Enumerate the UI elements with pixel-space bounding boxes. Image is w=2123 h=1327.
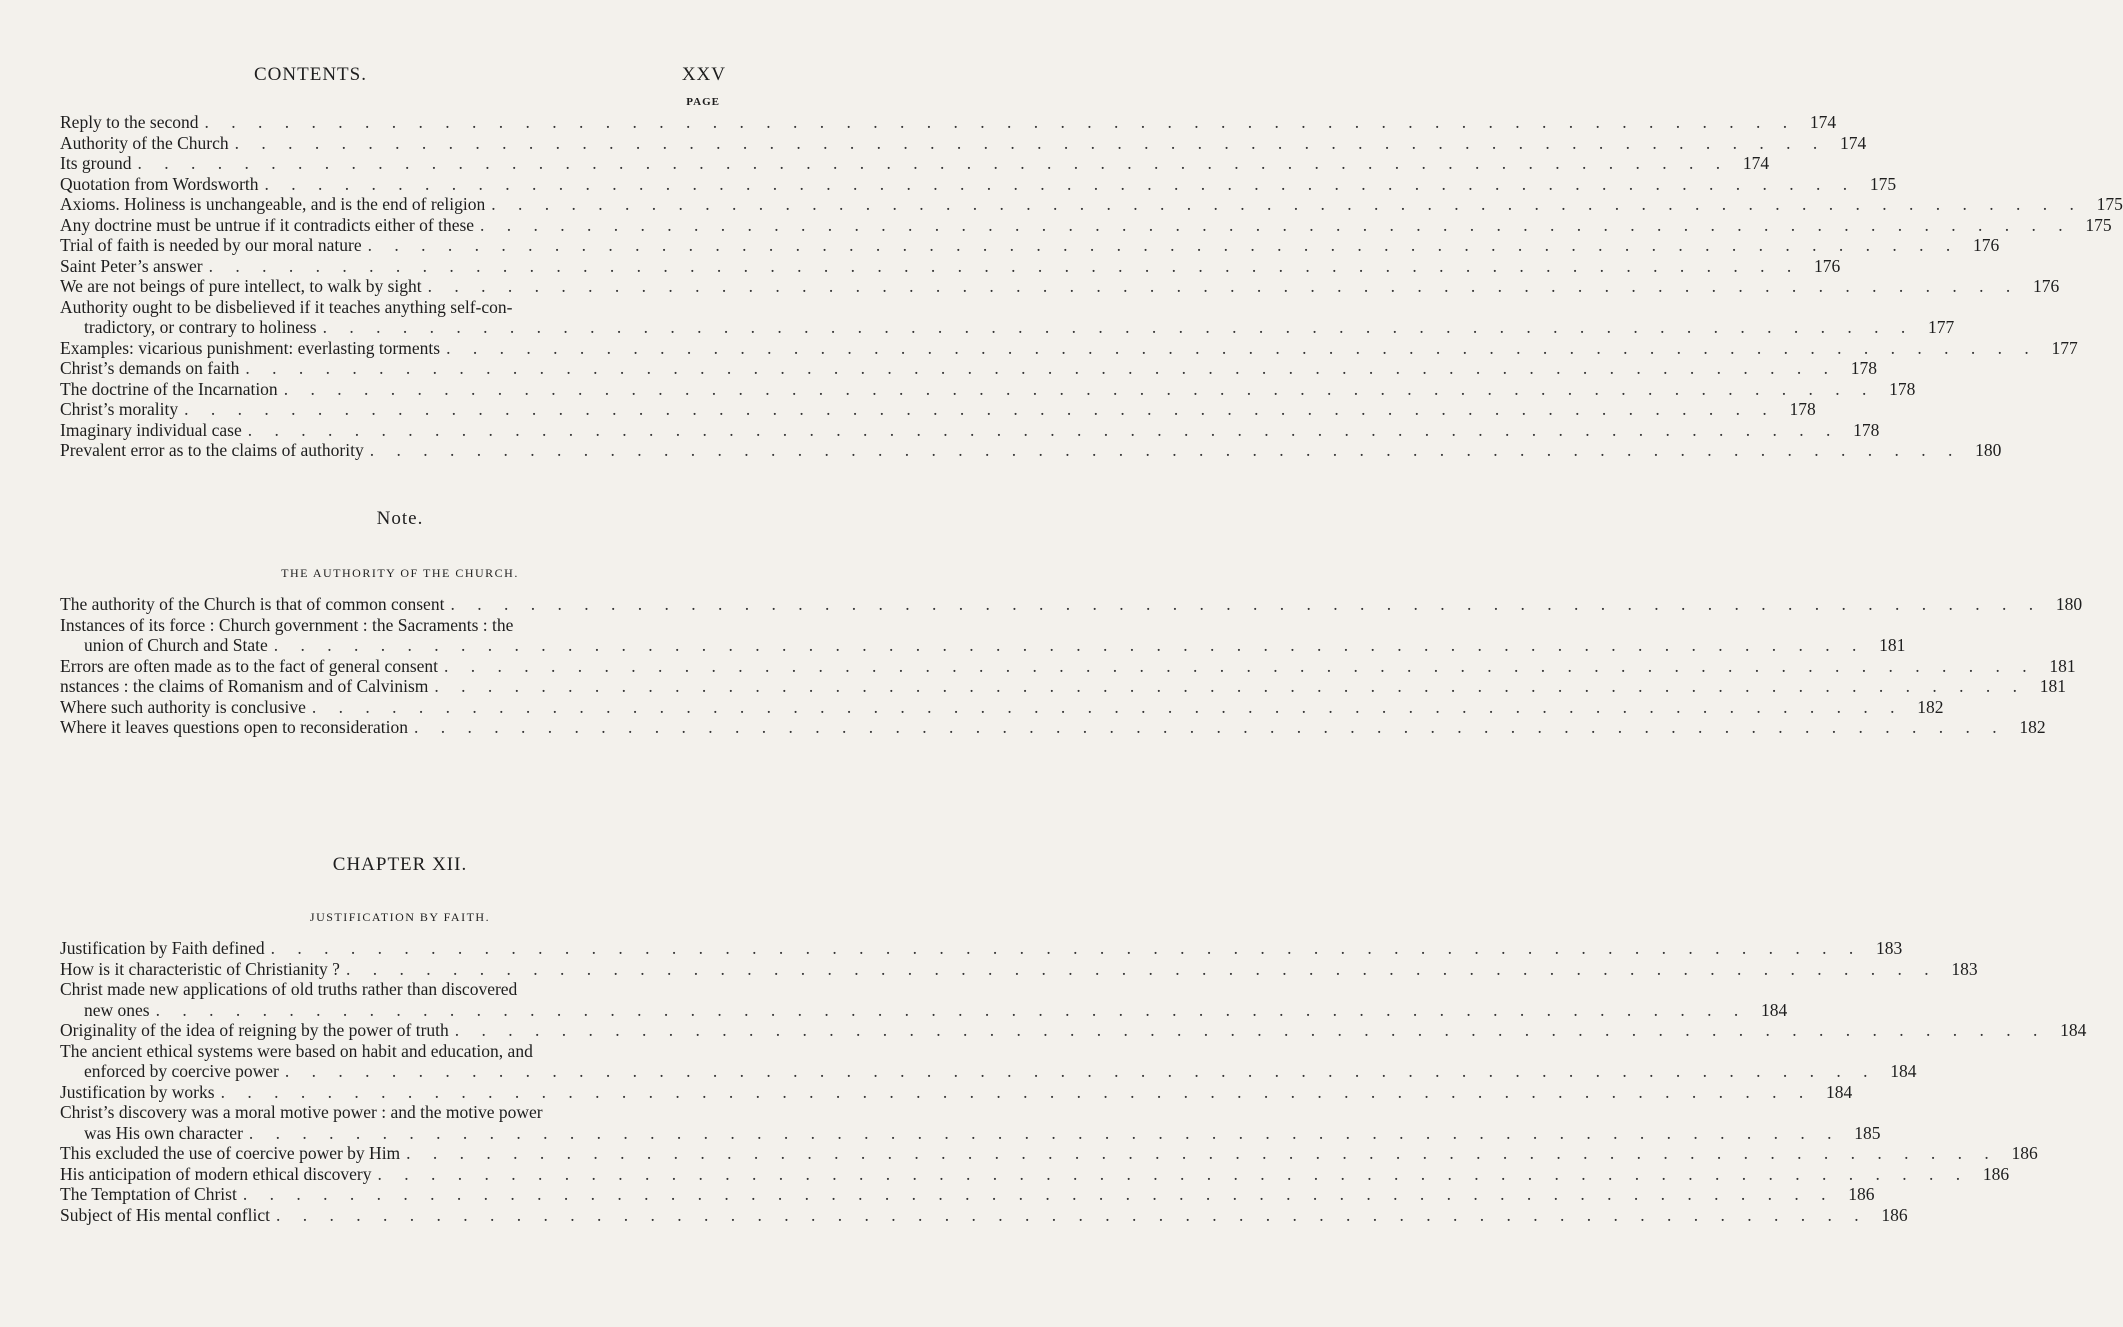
toc-entry bbox=[60, 419, 1880, 441]
dot-leader: . . . . . . . . . . . . . . . . . . . . . . . . . . . . . . . . . . . . . . . . . . . . . . . . . . . . . . . . . . . . bbox=[427, 276, 2020, 296]
toc-entry bbox=[60, 655, 2076, 677]
toc-entry-page: 178 bbox=[1889, 378, 1916, 399]
toc-entry-text: was His own character bbox=[84, 1122, 243, 1143]
toc-entry-text: union of Church and State bbox=[84, 635, 268, 655]
toc-entry bbox=[60, 132, 1867, 154]
page-column-label: PAGE bbox=[686, 96, 720, 108]
toc-entry-text: His anticipation of modern ethical discovery bbox=[60, 1163, 372, 1184]
toc-entry-text: Reply to the second bbox=[60, 112, 199, 132]
chapter-subtitle: JUSTIFICATION BY FAITH. bbox=[309, 910, 491, 924]
toc-entry-page: 184 bbox=[1825, 1081, 1853, 1102]
toc-entry bbox=[60, 717, 2046, 738]
toc-entry-text: nstances : the claims of Romanism and of Calvinism bbox=[60, 676, 429, 696]
toc-entry-text-line1: Christ’s discovery was a moral motive power : and the motive power bbox=[60, 1102, 543, 1122]
running-head-page-number: XXV bbox=[681, 64, 726, 85]
toc-entry bbox=[60, 399, 1816, 420]
toc-entry-page: 183 bbox=[1876, 938, 1903, 958]
toc-entry-text: The Temptation of Christ bbox=[60, 1184, 237, 1204]
toc-section-1 bbox=[60, 112, 2123, 461]
toc-entry bbox=[60, 1204, 1908, 1226]
toc-entry-page: 184 bbox=[1760, 999, 1788, 1020]
dot-leader: . . . . . . . . . . . . . . . . . . . . . . . . . . . . . . . . . . . . . . . . . . . . . . . . . . . . . . . . . . . . bbox=[283, 378, 1876, 399]
toc-entry-page: 174 bbox=[1840, 132, 1867, 153]
toc-entry-page: 178 bbox=[1853, 419, 1880, 440]
toc-entry bbox=[60, 378, 1916, 400]
dot-leader: . . . . . . . . . . . . . . . . . . . . . . . . . . . . . . . . . . . . . . . . . . . . . . . . . . . . . . . . . . . . bbox=[234, 132, 1827, 153]
dot-leader: . . . . . . . . . . . . . . . . . . . . . . . . . . . . . . . . . . . . . . . . . . . . . . . . . . . . . . . . . . . . bbox=[245, 358, 1837, 378]
toc-entry-page: 186 bbox=[1848, 1184, 1875, 1204]
toc-entry-text: Its ground bbox=[60, 153, 132, 173]
toc-entry-text: Any doctrine must be untrue if it contradicts either of these bbox=[60, 214, 475, 235]
dot-leader: . . . . . . . . . . . . . . . . . . . . . . . . . . . . . . . . . . . . . . . . . . . . . . . . . . . . . . . . . . . . bbox=[377, 1163, 1970, 1184]
toc-entry bbox=[60, 1081, 1853, 1103]
toc-entry bbox=[60, 194, 2123, 215]
toc-entry-page: 183 bbox=[1951, 958, 1978, 979]
toc-entry bbox=[60, 696, 1944, 718]
toc-entry-page: 175 bbox=[2085, 214, 2112, 235]
toc-entry-page: 185 bbox=[1854, 1122, 1881, 1143]
dot-leader: . . . . . . . . . . . . . . . . . . . . . . . . . . . . . . . . . . . . . . . . . . . . . . . . . . . . . . . . . . . . bbox=[322, 317, 1915, 337]
toc-entry-page: 186 bbox=[1982, 1163, 2010, 1184]
dot-leader: . . . . . . . . . . . . . . . . . . . . . . . . . . . . . . . . . . . . . . . . . . . . . . . . . . . . . . . . . . . . bbox=[275, 1204, 1868, 1225]
toc-entry bbox=[60, 938, 1903, 959]
dot-leader: . . . . . . . . . . . . . . . . . . . . . . . . . . . . . . . . . . . . . . . . . . . . . . . . . . . . . . . . . . . . bbox=[367, 235, 1960, 255]
dot-leader: . . . . . . . . . . . . . . . . . . . . . . . . . . . . . . . . . . . . . . . . . . . . . . . . . . . . . . . . . . . . bbox=[264, 173, 1857, 194]
toc-entry-text: Where it leaves questions open to reconsideration bbox=[60, 717, 408, 737]
dot-leader: . . . . . . . . . . . . . . . . . . . . . . . . . . . . . . . . . . . . . . . . . . . . . . . . . . . . . . . . . . . . bbox=[406, 1143, 1998, 1163]
toc-entry-text: tradictory, or contrary to holiness bbox=[84, 317, 317, 337]
toc-entry bbox=[60, 214, 2112, 236]
toc-entry bbox=[60, 153, 1770, 174]
running-head bbox=[254, 64, 726, 88]
dot-leader: . . . . . . . . . . . . . . . . . . . . . . . . . . . . . . . . . . . . . . . . . . . . . . . . . . . . . . . . . . . . bbox=[413, 717, 2006, 737]
note-title: Note. bbox=[376, 508, 424, 529]
running-head-title: CONTENTS. bbox=[254, 64, 367, 85]
toc-entry-page: 184 bbox=[1890, 1061, 1917, 1081]
toc-entry-page: 174 bbox=[1742, 153, 1770, 173]
toc-entry-text: Originality of the idea of reigning by the power of truth bbox=[60, 1020, 449, 1040]
toc-entry-text: enforced by coercive power bbox=[84, 1061, 279, 1081]
toc-entry-text-line1: Instances of its force : Church government : the Sacraments : the bbox=[60, 614, 514, 635]
dot-leader: . . . . . . . . . . . . . . . . . . . . . . . . . . . . . . . . . . . . . . . . . . . . . . . . . . . . . . . . . . . . bbox=[270, 938, 1863, 958]
toc-entry-text: Prevalent error as to the claims of authority bbox=[60, 440, 364, 460]
toc-entry-text: Justification by Faith defined bbox=[60, 938, 265, 958]
toc-entry-text: Saint Peter’s answer bbox=[60, 255, 203, 276]
toc-entry bbox=[60, 594, 2083, 615]
chapter-title: CHAPTER XII. bbox=[332, 854, 468, 875]
toc-entry-page: 177 bbox=[1928, 317, 1955, 337]
toc-entry-page: 182 bbox=[2019, 717, 2046, 737]
toc-entry-page: 175 bbox=[2096, 194, 2123, 214]
toc-entry-text: Examples: vicarious punishment: everlasting torments bbox=[60, 337, 441, 358]
dot-leader: . . . . . . . . . . . . . . . . . . . . . . . . . . . . . . . . . . . . . . . . . . . . . . . . . . . . . . . . . . . . bbox=[247, 419, 1840, 440]
toc-entry-page: 181 bbox=[2039, 676, 2067, 696]
toc-entry-page: 176 bbox=[2033, 276, 2060, 296]
toc-entry bbox=[60, 676, 2067, 697]
toc-entry bbox=[60, 958, 1978, 980]
dot-leader: . . . . . . . . . . . . . . . . . . . . . . . . . . . . . . . . . . . . . . . . . . . . . . . . . . . . . . . . . . . . bbox=[345, 958, 1938, 979]
dot-leader: . . . . . . . . . . . . . . . . . . . . . . . . . . . . . . . . . . . . . . . . . . . . . . . . . . . . . . . . . . . . bbox=[284, 1061, 1877, 1081]
toc-entry-text: We are not beings of pure intellect, to walk by sight bbox=[60, 276, 422, 296]
dot-leader: . . . . . . . . . . . . . . . . . . . . . . . . . . . . . . . . . . . . . . . . . . . . . . . . . . . . . . . . . . . . bbox=[491, 194, 2083, 214]
toc-entry-page: 186 bbox=[1881, 1204, 1908, 1225]
toc-entry bbox=[60, 173, 1897, 195]
toc-entry-text: Errors are often made as to the fact of general consent bbox=[60, 655, 439, 676]
toc-entry-page: 184 bbox=[2060, 1020, 2087, 1040]
toc-entry bbox=[60, 614, 1906, 656]
toc-entry bbox=[60, 235, 2000, 256]
toc-chapter-section bbox=[60, 938, 2087, 1225]
toc-entry bbox=[60, 1163, 2010, 1185]
toc-entry-page: 180 bbox=[1975, 440, 2002, 460]
toc-entry-page: 175 bbox=[1869, 173, 1897, 194]
dot-leader: . . . . . . . . . . . . . . . . . . . . . . . . . . . . . . . . . . . . . . . . . . . . . . . . . . . . . . . . . . . . bbox=[242, 1184, 1835, 1204]
toc-entry-text: Justification by works bbox=[60, 1081, 215, 1102]
dot-leader: . . . . . . . . . . . . . . . . . . . . . . . . . . . . . . . . . . . . . . . . . . . . . . . . . . . . . . . . . . . . bbox=[155, 999, 1748, 1020]
dot-leader: . . . . . . . . . . . . . . . . . . . . . . . . . . . . . . . . . . . . . . . . . . . . . . . . . . . . . . . . . . . . bbox=[204, 112, 1797, 132]
toc-entry-text-line1: Authority ought to be disbelieved if it teaches anything self-con- bbox=[60, 296, 513, 317]
dot-leader: . . . . . . . . . . . . . . . . . . . . . . . . . . . . . . . . . . . . . . . . . . . . . . . . . . . . . . . . . . . . bbox=[454, 1020, 2047, 1040]
dot-leader: . . . . . . . . . . . . . . . . . . . . . . . . . . . . . . . . . . . . . . . . . . . . . . . . . . . . . . . . . . . . bbox=[369, 440, 1962, 460]
toc-entry-text: Imaginary individual case bbox=[60, 419, 242, 440]
toc-entry bbox=[60, 979, 1788, 1020]
toc-entry-page: 176 bbox=[1813, 255, 1841, 276]
toc-entry-text: Trial of faith is needed by our moral nature bbox=[60, 235, 362, 255]
toc-entry-text: Christ’s demands on faith bbox=[60, 358, 240, 378]
toc-entry bbox=[60, 358, 1877, 379]
toc-entry-text: How is it characteristic of Christianity ? bbox=[60, 958, 340, 979]
toc-entry-page: 182 bbox=[1917, 696, 1944, 717]
toc-entry-text: new ones bbox=[84, 999, 150, 1020]
toc-entry-page: 178 bbox=[1850, 358, 1877, 378]
toc-entry-text-line1: Christ made new applications of old truths rather than discovered bbox=[60, 979, 518, 999]
toc-entry-text-line1: The ancient ethical systems were based on habit and education, and bbox=[60, 1040, 533, 1061]
toc-entry bbox=[60, 296, 1955, 338]
dot-leader: . . . . . . . . . . . . . . . . . . . . . . . . . . . . . . . . . . . . . . . . . . . . . . . . . . . . . . . . . . . . bbox=[480, 214, 2072, 235]
toc-entry bbox=[60, 1102, 1881, 1143]
toc-entry-text: The authority of the Church is that of common consent bbox=[60, 594, 445, 614]
toc-entry-text: Axioms. Holiness is unchangeable, and is the end of religion bbox=[60, 194, 486, 214]
toc-entry-page: 178 bbox=[1789, 399, 1816, 419]
toc-entry-text: Authority of the Church bbox=[60, 132, 229, 153]
toc-entry-page: 181 bbox=[1879, 635, 1906, 655]
toc-entry bbox=[60, 112, 1837, 133]
toc-entry bbox=[60, 1184, 1875, 1205]
dot-leader: . . . . . . . . . . . . . . . . . . . . . . . . . . . . . . . . . . . . . . . . . . . . . . . . . . . . . . . . . . . . bbox=[450, 594, 2043, 614]
dot-leader: . . . . . . . . . . . . . . . . . . . . . . . . . . . . . . . . . . . . . . . . . . . . . . . . . . . . . . . . . . . . bbox=[434, 676, 2027, 696]
dot-leader: . . . . . . . . . . . . . . . . . . . . . . . . . . . . . . . . . . . . . . . . . . . . . . . . . . . . . . . . . . . . bbox=[184, 399, 1776, 419]
note-subtitle: THE AUTHORITY OF THE CHURCH. bbox=[281, 566, 519, 580]
dot-leader: . . . . . . . . . . . . . . . . . . . . . . . . . . . . . . . . . . . . . . . . . . . . . . . . . . . . . . . . . . . . bbox=[220, 1081, 1813, 1102]
dot-leader: . . . . . . . . . . . . . . . . . . . . . . . . . . . . . . . . . . . . . . . . . . . . . . . . . . . . . . . . . . . . bbox=[273, 635, 1866, 655]
toc-entry-text: Christ’s morality bbox=[60, 399, 179, 419]
toc-entry-text: This excluded the use of coercive power by Him bbox=[60, 1143, 401, 1163]
toc-entry bbox=[60, 255, 1841, 277]
toc-entry-page: 180 bbox=[2055, 594, 2083, 614]
toc-entry bbox=[60, 440, 2002, 461]
dot-leader: . . . . . . . . . . . . . . . . . . . . . . . . . . . . . . . . . . . . . . . . . . . . . . . . . . . . . . . . . . . . bbox=[248, 1122, 1841, 1143]
dot-leader: . . . . . . . . . . . . . . . . . . . . . . . . . . . . . . . . . . . . . . . . . . . . . . . . . . . . . . . . . . . . bbox=[137, 153, 1730, 173]
toc-entry bbox=[60, 337, 2078, 359]
toc-note-section bbox=[60, 594, 2083, 738]
toc-entry-page: 186 bbox=[2011, 1143, 2038, 1163]
dot-leader: . . . . . . . . . . . . . . . . . . . . . . . . . . . . . . . . . . . . . . . . . . . . . . . . . . . . . . . . . . . . bbox=[311, 696, 1904, 717]
toc-entry-text: Subject of His mental conflict bbox=[60, 1204, 270, 1225]
toc-entry-text: Quotation from Wordsworth bbox=[60, 173, 259, 194]
toc-entry-text: The doctrine of the Incarnation bbox=[60, 378, 278, 399]
dot-leader: . . . . . . . . . . . . . . . . . . . . . . . . . . . . . . . . . . . . . . . . . . . . . . . . . . . . . . . . . . . . bbox=[444, 655, 2036, 676]
dot-leader: . . . . . . . . . . . . . . . . . . . . . . . . . . . . . . . . . . . . . . . . . . . . . . . . . . . . . . . . . . . . bbox=[208, 255, 1801, 276]
toc-entry bbox=[60, 1143, 2038, 1164]
toc-entry-page: 181 bbox=[2049, 655, 2076, 676]
toc-entry bbox=[60, 276, 2060, 297]
toc-entry bbox=[60, 1040, 1917, 1082]
dot-leader: . . . . . . . . . . . . . . . . . . . . . . . . . . . . . . . . . . . . . . . . . . . . . . . . . . . . . . . . . . . . bbox=[446, 337, 2038, 358]
toc-entry bbox=[60, 1020, 2087, 1041]
toc-entry-text: Where such authority is conclusive bbox=[60, 696, 306, 717]
toc-entry-page: 176 bbox=[1973, 235, 2000, 255]
toc-entry-page: 177 bbox=[2051, 337, 2078, 358]
toc-entry-page: 174 bbox=[1809, 112, 1837, 132]
